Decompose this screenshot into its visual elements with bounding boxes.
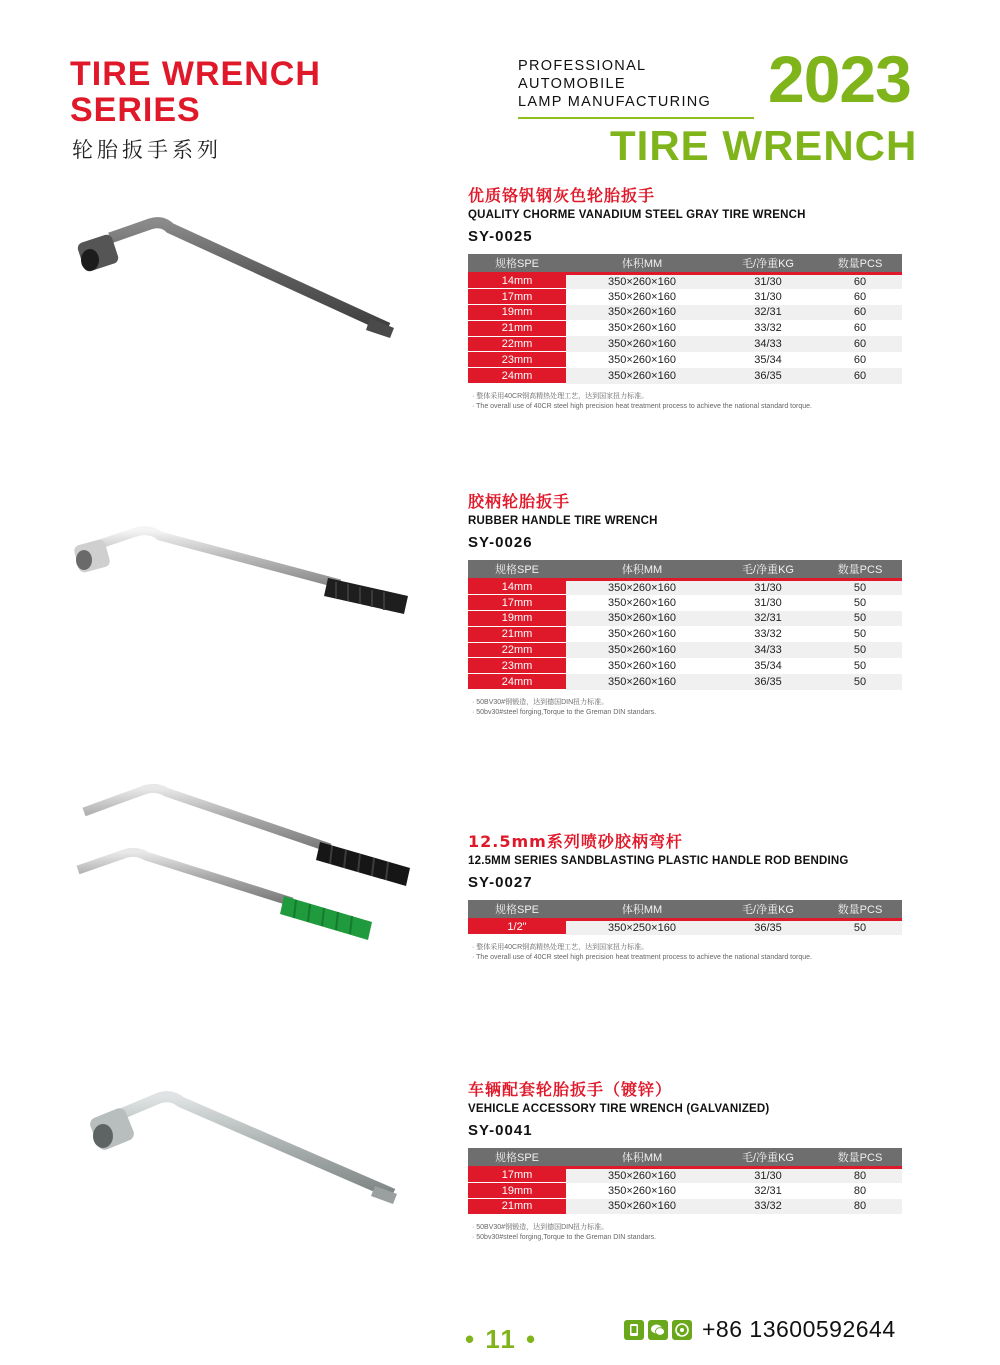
col-header-spec: 规格SPE <box>468 1148 566 1167</box>
cell-qty: 50 <box>818 611 902 627</box>
cell-qty: 60 <box>818 352 902 368</box>
cell-volume: 350×260×160 <box>566 579 718 595</box>
cell-weight: 35/34 <box>718 352 818 368</box>
spec-table <box>468 560 902 690</box>
note-en: · The overall use of 40CR steel high precision heat treatment process to achieve the national standard torque. <box>472 954 812 962</box>
col-header-weight: 毛/净重KG <box>718 560 818 579</box>
cell-size: 17mm <box>468 289 566 305</box>
col-header-volume: 体积MM <box>566 254 718 273</box>
cell-volume: 350×260×160 <box>566 658 718 674</box>
table-row <box>468 658 902 674</box>
spec-table <box>468 1148 902 1215</box>
col-header-weight: 毛/净重KG <box>718 254 818 273</box>
cell-weight: 32/31 <box>718 611 818 627</box>
cell-weight: 31/30 <box>718 289 818 305</box>
table-row <box>468 273 902 289</box>
cell-size: 17mm <box>468 1167 566 1183</box>
product-name-cn: 12.5mm系列喷砂胶柄弯杆 <box>468 832 683 851</box>
cell-weight: 36/35 <box>718 919 818 935</box>
cell-weight: 33/32 <box>718 320 818 336</box>
table-row <box>468 368 902 384</box>
cell-weight: 31/30 <box>718 595 818 611</box>
table-row <box>468 642 902 658</box>
product-notes <box>468 698 908 718</box>
note-en: · The overall use of 40CR steel high precision heat treatment process to achieve the national standard torque. <box>472 403 812 411</box>
note-cn: · 整体采用40CR钢高精热处理工艺，达到国家扭力标准。 <box>472 944 649 952</box>
product-name-cn: 优质铬钒钢灰色轮胎扳手 <box>468 186 656 205</box>
cell-qty: 50 <box>818 626 902 642</box>
table-row <box>468 595 902 611</box>
table-row <box>468 626 902 642</box>
cell-size: 17mm <box>468 595 566 611</box>
cell-weight: 31/30 <box>718 1167 818 1183</box>
cell-volume: 350×260×160 <box>566 273 718 289</box>
note-cn: · 50BV30#钢锻造，达到德国DIN扭力标准。 <box>472 699 609 707</box>
cell-size: 14mm <box>468 273 566 289</box>
col-header-quantity: 数量PCS <box>818 900 902 919</box>
rubber-handle-tire-wrench-image <box>70 522 415 622</box>
col-header-quantity: 数量PCS <box>818 254 902 273</box>
contact-bar <box>624 1316 896 1343</box>
col-header-spec: 规格SPE <box>468 560 566 579</box>
series-title-line1: TIRE WRENCH <box>70 55 321 93</box>
product-notes <box>468 1223 908 1243</box>
cell-volume: 350×260×160 <box>566 352 718 368</box>
product-info <box>468 492 908 718</box>
spec-table <box>468 900 902 935</box>
product-code: SY-0027 <box>468 874 533 891</box>
col-header-weight: 毛/净重KG <box>718 900 818 919</box>
catalog-year: 2023 <box>768 42 911 116</box>
whatsapp-icon <box>672 1320 692 1340</box>
cell-volume: 350×260×160 <box>566 1183 718 1199</box>
product-name-cn: 胶柄轮胎扳手 <box>468 492 571 511</box>
cell-qty: 60 <box>818 336 902 352</box>
cell-qty: 50 <box>818 595 902 611</box>
gray-tire-wrench-image <box>70 216 400 346</box>
product-code: SY-0041 <box>468 1122 533 1139</box>
table-row <box>468 674 902 690</box>
cell-volume: 350×260×160 <box>566 611 718 627</box>
product-notes <box>468 392 908 412</box>
company-tagline <box>518 57 754 119</box>
cell-volume: 350×260×160 <box>566 642 718 658</box>
col-header-spec: 规格SPE <box>468 254 566 273</box>
product-info <box>468 186 908 412</box>
cell-weight: 32/31 <box>718 305 818 321</box>
col-header-volume: 体积MM <box>566 1148 718 1167</box>
cell-volume: 350×260×160 <box>566 289 718 305</box>
product-name-en: RUBBER HANDLE TIRE WRENCH <box>468 515 658 527</box>
galvanized-tire-wrench-image <box>85 1084 405 1214</box>
phone-number[interactable]: +86 13600592644 <box>702 1316 896 1342</box>
col-header-weight: 毛/净重KG <box>718 1148 818 1167</box>
cell-volume: 350×260×160 <box>566 674 718 690</box>
cell-volume: 350×260×160 <box>566 368 718 384</box>
cell-weight: 33/32 <box>718 626 818 642</box>
col-header-volume: 体积MM <box>566 560 718 579</box>
cell-size: 21mm <box>468 320 566 336</box>
cell-qty: 60 <box>818 289 902 305</box>
cell-qty: 50 <box>818 642 902 658</box>
cell-weight: 34/33 <box>718 336 818 352</box>
col-header-spec: 规格SPE <box>468 900 566 919</box>
cell-qty: 50 <box>818 919 902 935</box>
series-title-line2: SERIES <box>70 91 201 129</box>
cell-weight: 35/34 <box>718 658 818 674</box>
cell-size: 1/2" <box>468 919 566 935</box>
cell-qty: 60 <box>818 273 902 289</box>
spec-table <box>468 254 902 384</box>
cell-qty: 80 <box>818 1167 902 1183</box>
product-name-cn: 车辆配套轮胎扳手（镀锌） <box>468 1080 673 1099</box>
table-row <box>468 320 902 336</box>
table-row <box>468 919 902 935</box>
sandblasting-handle-rod-image <box>70 776 420 956</box>
cell-qty: 60 <box>818 320 902 336</box>
table-row <box>468 289 902 305</box>
note-cn: · 50BV30#钢锻造，达到德国DIN扭力标准。 <box>472 1223 609 1231</box>
cell-qty: 60 <box>818 368 902 384</box>
series-title-cn: 轮胎扳手系列 <box>72 138 222 162</box>
cell-size: 21mm <box>468 1199 566 1215</box>
product-name-en: 12.5MM SERIES SANDBLASTING PLASTIC HANDLE ROD BENDING <box>468 855 849 867</box>
tagline-line1: PROFESSIONAL AUTOMOBILE <box>518 58 646 92</box>
cell-volume: 350×260×160 <box>566 595 718 611</box>
note-en: · 50bv30#steel forging,Torque to the Greman DIN standars. <box>472 709 657 717</box>
table-row <box>468 352 902 368</box>
tagline-line2: LAMP MANUFACTURING <box>518 94 712 110</box>
cell-size: 22mm <box>468 642 566 658</box>
cell-qty: 50 <box>818 658 902 674</box>
product-notes <box>468 943 908 963</box>
note-cn: · 整体采用40CR钢高精热处理工艺，达到国家扭力标准。 <box>472 393 649 401</box>
product-info <box>468 832 908 963</box>
table-row <box>468 611 902 627</box>
col-header-quantity: 数量PCS <box>818 560 902 579</box>
table-row <box>468 1199 902 1215</box>
cell-qty: 60 <box>818 305 902 321</box>
cell-weight: 31/30 <box>718 579 818 595</box>
cell-volume: 350×250×160 <box>566 919 718 935</box>
cell-qty: 50 <box>818 579 902 595</box>
page-number: • 11 • <box>465 1324 538 1354</box>
cell-size: 19mm <box>468 1183 566 1199</box>
cell-volume: 350×260×160 <box>566 626 718 642</box>
cell-weight: 36/35 <box>718 674 818 690</box>
cell-weight: 32/31 <box>718 1183 818 1199</box>
table-row <box>468 579 902 595</box>
note-en: · 50bv30#steel forging,Torque to the Greman DIN standars. <box>472 1233 657 1241</box>
cell-volume: 350×260×160 <box>566 1167 718 1183</box>
page-title: TIRE WRENCH <box>610 122 918 169</box>
cell-size: 22mm <box>468 336 566 352</box>
table-row <box>468 305 902 321</box>
cell-volume: 350×260×160 <box>566 1199 718 1215</box>
table-row <box>468 1183 902 1199</box>
cell-size: 23mm <box>468 352 566 368</box>
cell-weight: 33/32 <box>718 1199 818 1215</box>
phone-icon <box>624 1320 644 1340</box>
cell-size: 19mm <box>468 305 566 321</box>
cell-volume: 350×260×160 <box>566 336 718 352</box>
cell-size: 14mm <box>468 579 566 595</box>
cell-size: 24mm <box>468 674 566 690</box>
cell-volume: 350×260×160 <box>566 320 718 336</box>
series-title <box>70 56 321 128</box>
product-code: SY-0026 <box>468 534 533 551</box>
wechat-icon <box>648 1320 668 1340</box>
cell-volume: 350×260×160 <box>566 305 718 321</box>
product-name-en: QUALITY CHORME VANADIUM STEEL GRAY TIRE WRENCH <box>468 209 806 221</box>
cell-size: 23mm <box>468 658 566 674</box>
table-row <box>468 336 902 352</box>
product-code: SY-0025 <box>468 228 533 245</box>
cell-size: 21mm <box>468 626 566 642</box>
cell-weight: 34/33 <box>718 642 818 658</box>
cell-size: 24mm <box>468 368 566 384</box>
cell-weight: 31/30 <box>718 273 818 289</box>
cell-qty: 80 <box>818 1199 902 1215</box>
col-header-volume: 体积MM <box>566 900 718 919</box>
cell-qty: 80 <box>818 1183 902 1199</box>
table-row <box>468 1167 902 1183</box>
cell-qty: 50 <box>818 674 902 690</box>
cell-weight: 36/35 <box>718 368 818 384</box>
product-name-en: VEHICLE ACCESSORY TIRE WRENCH (GALVANIZED) <box>468 1103 770 1115</box>
cell-size: 19mm <box>468 611 566 627</box>
col-header-quantity: 数量PCS <box>818 1148 902 1167</box>
product-info <box>468 1080 908 1243</box>
